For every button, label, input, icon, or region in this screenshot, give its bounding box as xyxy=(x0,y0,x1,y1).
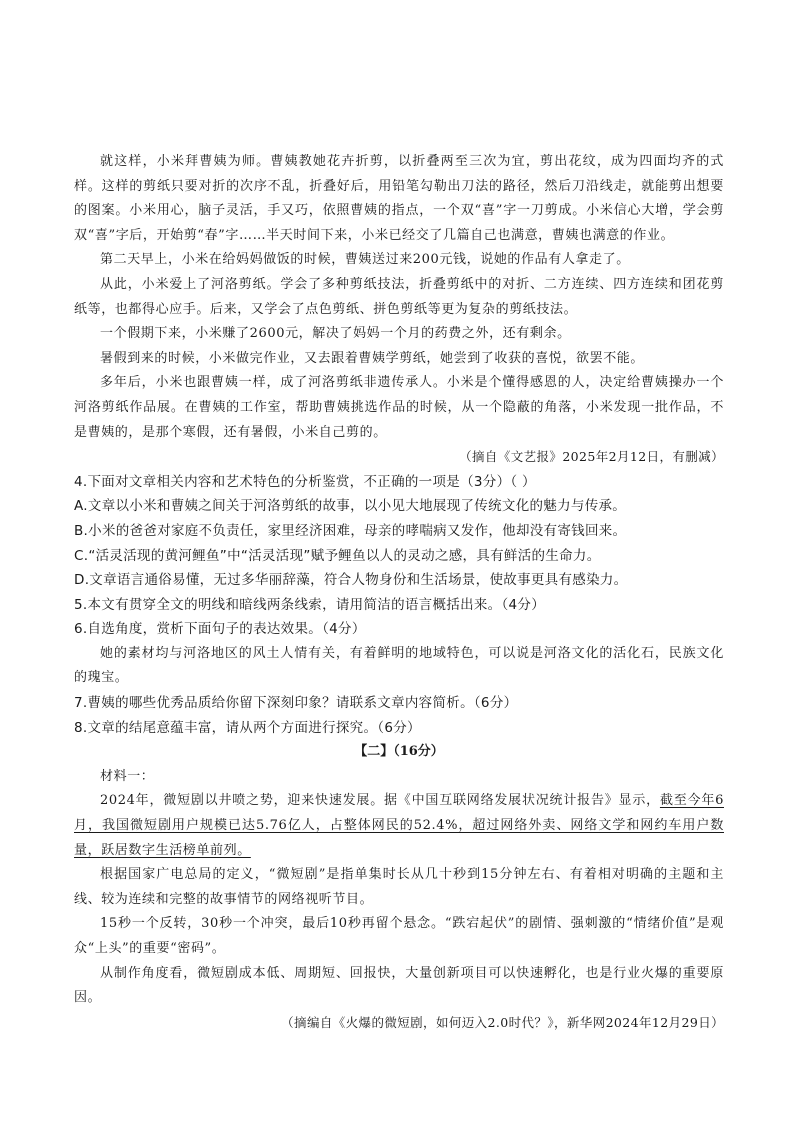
story-paragraph-4: 一个假期下来，小米赚了2600元，解决了妈妈一个月的药费之外，还有剩余。 xyxy=(100,326,571,342)
question-8: 8.文章的结尾意蕴丰富，请从两个方面进行探究。（6分） xyxy=(74,719,421,736)
material-1-label: 材料一： xyxy=(100,768,155,784)
question-4-option-b: B.小米的爸爸对家庭不负责任，家里经济困难，母亲的哮喘病又发作，他却没有寄钱回来。 xyxy=(74,522,627,539)
material-1-paragraph-1-text: 2024年，微短剧以井喷之势，迎来快速发展。据《中国互联网络发展状况统计报告》显示， xyxy=(100,793,660,809)
question-4: 4.下面对文章相关内容和艺术特色的分析鉴赏，不正确的一项是（3分）（ ） xyxy=(74,473,536,490)
story-source: （摘自《文艺报》2025年2月12日，有删减） xyxy=(459,449,724,465)
story-paragraph-2: 第二天早上，小米在给妈妈做饭的时候，曹姨送过来200元钱，说她的作品有人拿走了。 xyxy=(100,252,630,268)
question-6: 6.自选角度，赏析下面句子的表达效果。（4分） xyxy=(74,621,366,638)
question-4-option-d: D.文章语言通俗易懂，无过多华丽辞藻，符合人物身份和生活场景，使故事更具有感染力。 xyxy=(74,572,628,589)
material-1-paragraph-4: 从制作角度看，微短剧成本低、周期短、回报快，大量创新项目可以快速孵化，也是行业火爆的重要原因。 xyxy=(74,965,724,1006)
material-1-underlined-text: 截至今年6月，我国微短剧用户规模已达5.76亿人，占整体网民的52.4%，超过网络外卖、网络文学和网约车用户数量，跃居数字生活榜单前列。 xyxy=(74,793,724,858)
material-1-source: （摘编自《火爆的微短剧，如何迈入2.0时代？》，新华网2024年12月29日） xyxy=(281,1014,724,1030)
story-paragraph-3: 从此，小米爱上了河洛剪纸。学会了多种剪纸技法，折叠剪纸中的对折、二方连续、四方连续和团花剪纸等，也都得心应手。后来，又学会了点色剪纸、拼色剪纸等更为复杂的剪纸技法。 xyxy=(74,276,724,317)
story-paragraph-6: 多年后，小米也跟曹姨一样，成了河洛剪纸非遗传承人。小米是个懂得感恩的人，决定给曹姨操办一个河洛剪纸作品展。在曹姨的工作室，帮助曹姨挑选作品的时候，从一个隐蔽的角落，小米发现一批作品，不是曹姨的，是那个寒假，还有暑假，小米自己剪的。 xyxy=(74,375,724,440)
question-4-option-a: A.文章以小米和曹姨之间关于河洛剪纸的故事，以小见大地展现了传统文化的魅力与传承。 xyxy=(74,498,627,515)
material-1-paragraph-2: 根据国家广电总局的定义，“微短剧”是指单集时长从几十秒到15分钟左右、有着相对明确的主题和主线、较为连续和完整的故事情节的网络视听节目。 xyxy=(74,867,724,907)
question-5: 5.本文有贯穿全文的明线和暗线两条线索，请用简洁的语言概括出来。（4分） xyxy=(74,596,546,613)
question-7: 7.曹姨的哪些优秀品质给你留下深刻印象？请联系文章内容简析。（6分） xyxy=(74,695,518,712)
question-4-option-c: C.“活灵活现的黄河鲤鱼”中“活灵活现”赋予鲤鱼以人的灵动之感，具有鲜活的生命力。 xyxy=(74,547,601,564)
page-content xyxy=(74,150,724,1035)
section-2-heading: 【二】（16分） xyxy=(354,744,444,760)
story-paragraph-1: 就这样，小米拜曹姨为师。曹姨教她花卉折剪，以折叠两至三次为宜，剪出花纹，成为四面均齐的式样。这样的剪纸只要对折的次序不乱，折叠好后，用铅笔勾勒出刀法的路径，然后刀沿线走，就能剪出想要的图案。小米用心，脑子灵活，手又巧，依照曹姨的指点，一个双“喜”字一刀剪成。小米信心大增，学会剪双“喜”字后，开始剪“春”字……半天时间下来，小米已经交了几篇自己也满意，曹姨也满意的作业。 xyxy=(74,154,724,243)
question-6-quote: 她的素材均与河洛地区的风土人情有关，有着鲜明的地域特色，可以说是河洛文化的活化石，民族文化的瑰宝。 xyxy=(74,645,724,686)
material-1-paragraph-1 xyxy=(74,789,724,863)
material-1-paragraph-3: 15秒一个反转，30秒一个冲突，最后10秒再留个悬念。“跌宕起伏”的剧情、强刺激的“情绪价值”是观众“上头”的重要“密码”。 xyxy=(74,916,724,956)
story-paragraph-5: 暑假到来的时候，小米做完作业，又去跟着曹姨学剪纸，她尝到了收获的喜悦，欲罢不能。 xyxy=(100,350,645,366)
